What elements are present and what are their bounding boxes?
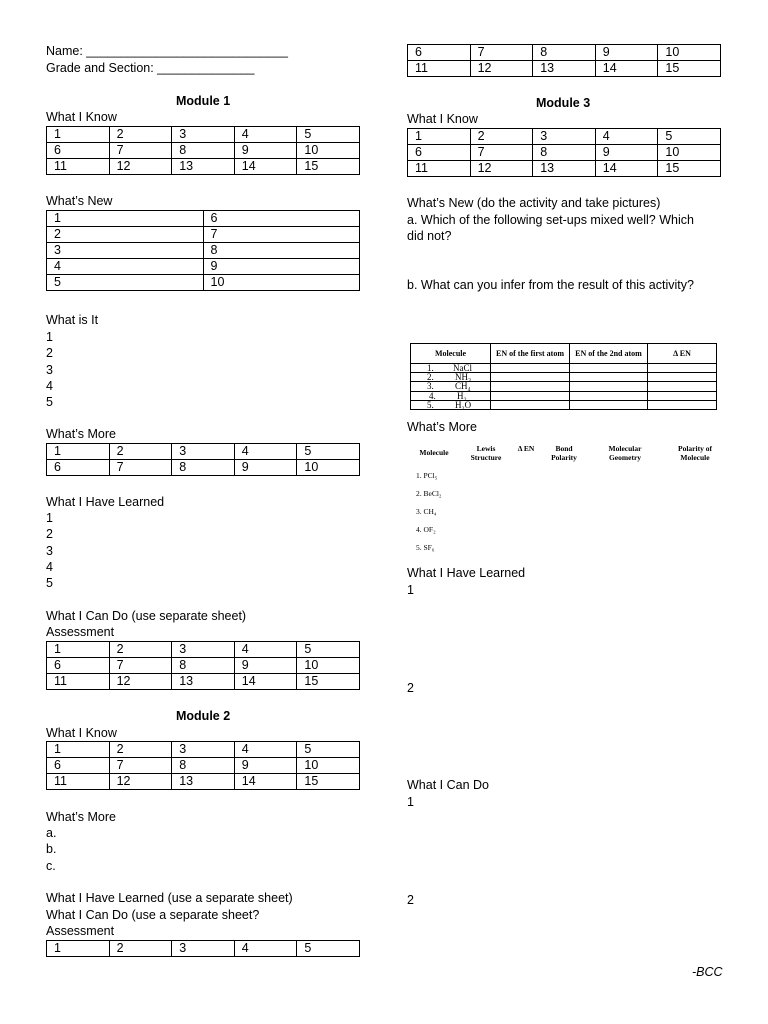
list-item: 1 (46, 330, 53, 344)
answer-cell: 15 (297, 674, 360, 690)
answer-cell (491, 400, 570, 409)
molecule-cell: 1. NaCl (411, 364, 491, 373)
answer-cell: 14 (595, 161, 658, 177)
answer-cell: 3 (47, 243, 204, 259)
answer-cell: 15 (297, 774, 360, 790)
answer-cell: 1 (47, 941, 110, 957)
module3-what-i-know-label: What I Know (407, 112, 478, 126)
answer-cell: 1 (408, 129, 471, 145)
list-item: 3 (46, 543, 53, 558)
polarity-table (410, 441, 722, 552)
answer-cell: 13 (172, 674, 235, 690)
module1-what-i-know-table (46, 126, 360, 175)
answer-cell (491, 382, 570, 391)
answer-cell: 2 (109, 642, 172, 658)
module3-whats-more-label: What’s More (407, 420, 477, 434)
answer-cell: 11 (47, 159, 110, 175)
answer-cell: 9 (234, 143, 297, 159)
answer-cell: 7 (109, 658, 172, 674)
molecule-cell: 4. H₂ (411, 391, 491, 400)
answer-cell: 8 (533, 145, 596, 161)
header-molecule: Molecule (419, 448, 449, 457)
answer-cell: 6 (47, 143, 110, 159)
answer-cell: 4 (595, 129, 658, 145)
answer-cell: 12 (470, 161, 533, 177)
polarity-row-molecule: 3. CH₄ (416, 507, 437, 516)
module1-assessment-table (46, 641, 360, 690)
answer-cell: 8 (172, 658, 235, 674)
header-en-second-atom: EN of the 2nd atom (570, 344, 648, 364)
answer-cell: 11 (408, 61, 471, 77)
answer-cell: 5 (297, 742, 360, 758)
module1-learned-list (46, 510, 53, 591)
module2-whats-more-label: What’s More (46, 810, 116, 824)
table-row (47, 227, 360, 243)
answer-cell: 6 (408, 145, 471, 161)
molecule-cell: 5. H₂O (411, 400, 491, 409)
answer-cell: 2 (109, 444, 172, 460)
grade-section-field-label: Grade and Section: ______________ (46, 61, 255, 75)
module3-title: Module 3 (536, 96, 591, 110)
module2-assessment-label: Assessment (46, 924, 115, 938)
answer-cell: 7 (109, 143, 172, 159)
answer-cell: 6 (203, 211, 360, 227)
question-a-line2: did not? (407, 229, 452, 243)
table-row (47, 941, 360, 957)
question-b: b. What can you infer from the result of this activity? (407, 278, 694, 292)
list-item: 2 (46, 346, 53, 361)
module1-whats-new-label: What’s New (46, 194, 113, 208)
answer-cell: 7 (109, 460, 172, 476)
answer-cell (570, 364, 648, 373)
table-row (47, 259, 360, 275)
answer-cell (491, 391, 570, 400)
header-en-first-atom: EN of the first atom (491, 344, 570, 364)
polarity-row-molecule: 2. BeCl₂ (416, 489, 442, 498)
table-row (408, 161, 721, 177)
list-item: 2 (407, 681, 414, 695)
answer-cell: 10 (297, 460, 360, 476)
answer-cell: 14 (234, 674, 297, 690)
answer-cell: 7 (470, 145, 533, 161)
answer-cell: 8 (203, 243, 360, 259)
list-item: 2 (407, 893, 414, 907)
answer-cell: 3 (172, 127, 235, 143)
answer-cell: 1 (47, 211, 204, 227)
module2-assessment-table (46, 940, 360, 957)
answer-cell: 10 (658, 145, 721, 161)
answer-cell: 5 (47, 275, 204, 291)
table-row (411, 391, 717, 400)
answer-cell: 1 (47, 742, 110, 758)
answer-cell: 13 (172, 774, 235, 790)
answer-cell: 9 (203, 259, 360, 275)
list-item: b. (46, 842, 57, 857)
answer-cell (491, 373, 570, 382)
answer-cell: 9 (234, 758, 297, 774)
answer-cell: 8 (172, 460, 235, 476)
table-row (47, 211, 360, 227)
answer-cell (570, 382, 648, 391)
answer-cell: 7 (109, 758, 172, 774)
name-field-label: Name: _____________________________ (46, 44, 288, 58)
header-polarity-of-molecule: Polarity of Molecule (678, 444, 712, 462)
question-a-line1: a. Which of the following set-ups mixed well? Which (407, 213, 694, 227)
answer-cell: 8 (172, 143, 235, 159)
answer-cell: 6 (408, 45, 471, 61)
molecule-cell: 2. NH₃ (411, 373, 491, 382)
answer-cell: 9 (595, 145, 658, 161)
answer-cell: 15 (658, 161, 721, 177)
answer-cell: 2 (109, 742, 172, 758)
answer-cell: 4 (234, 127, 297, 143)
module2-can-do-label: What I Can Do (use a separate sheet? (46, 908, 260, 922)
table-header-row (411, 344, 717, 364)
module2-assessment-continued-table (407, 44, 721, 77)
table-row (47, 143, 360, 159)
answer-cell: 9 (595, 45, 658, 61)
answer-cell: 4 (234, 642, 297, 658)
answer-cell: 3 (172, 941, 235, 957)
list-item: 1 (46, 511, 53, 525)
answer-cell: 5 (297, 444, 360, 460)
header-molecular-geometry: Molecular Geometry (608, 444, 642, 462)
table-row (47, 275, 360, 291)
answer-cell: 1 (47, 127, 110, 143)
header-molecule: Molecule (411, 344, 491, 364)
answer-cell: 13 (172, 159, 235, 175)
module1-what-i-know-label: What I Know (46, 110, 117, 124)
answer-cell: 3 (172, 444, 235, 460)
table-row (47, 742, 360, 758)
header-bond-polarity: Bond Polarity (551, 444, 577, 462)
answer-cell (491, 364, 570, 373)
answer-cell: 6 (47, 658, 110, 674)
molecule-cell: 3. CH₄ (411, 382, 491, 391)
answer-cell: 3 (172, 642, 235, 658)
list-item: 3 (46, 362, 53, 377)
answer-cell: 6 (47, 758, 110, 774)
answer-cell: 1 (47, 642, 110, 658)
answer-cell (648, 364, 717, 373)
module1-whats-more-table (46, 443, 360, 476)
answer-cell: 10 (658, 45, 721, 61)
module1-whats-new-table (46, 210, 360, 291)
module2-title: Module 2 (176, 709, 231, 723)
header-lewis-structure: Lewis Structure (470, 444, 502, 462)
list-item: 1 (407, 583, 414, 597)
answer-cell: 3 (172, 742, 235, 758)
list-item: c. (46, 858, 56, 873)
table-row (411, 400, 717, 409)
module1-what-is-it-list (46, 329, 53, 410)
answer-cell: 2 (109, 127, 172, 143)
answer-cell: 9 (234, 460, 297, 476)
answer-cell (570, 391, 648, 400)
table-row (47, 460, 360, 476)
answer-cell: 2 (47, 227, 204, 243)
answer-cell (570, 373, 648, 382)
answer-cell: 11 (408, 161, 471, 177)
list-item: 4 (46, 559, 53, 574)
table-row (408, 145, 721, 161)
list-item: 5 (46, 395, 53, 410)
module3-learned-label: What I Have Learned (407, 566, 526, 580)
module1-learned-label: What I Have Learned (46, 495, 165, 509)
answer-cell: 14 (595, 61, 658, 77)
module1-title: Module 1 (176, 94, 231, 108)
answer-cell: 14 (234, 159, 297, 175)
answer-cell: 3 (533, 129, 596, 145)
answer-cell (648, 400, 717, 409)
answer-cell: 11 (47, 774, 110, 790)
answer-cell: 15 (297, 159, 360, 175)
answer-cell (570, 400, 648, 409)
list-item: 4 (46, 378, 53, 393)
table-row (408, 129, 721, 145)
module1-assessment-label: Assessment (46, 625, 115, 639)
answer-cell: 1 (47, 444, 110, 460)
answer-cell: 4 (234, 742, 297, 758)
module1-whats-more-label: What’s More (46, 427, 116, 441)
answer-cell: 4 (234, 941, 297, 957)
module2-whats-more-list (46, 825, 56, 874)
answer-cell: 12 (109, 774, 172, 790)
answer-cell: 4 (234, 444, 297, 460)
module2-learned-label: What I Have Learned (use a separate sheet) (46, 891, 293, 905)
table-row (47, 159, 360, 175)
table-row (47, 774, 360, 790)
list-item: a. (46, 826, 57, 840)
answer-cell: 12 (109, 159, 172, 175)
answer-cell: 13 (533, 61, 596, 77)
answer-cell: 8 (172, 758, 235, 774)
answer-cell: 15 (658, 61, 721, 77)
answer-cell: 10 (297, 658, 360, 674)
table-row (47, 444, 360, 460)
table-row (47, 674, 360, 690)
polarity-row-molecule: 1. PCl₅ (416, 471, 438, 480)
answer-cell: 2 (470, 129, 533, 145)
answer-cell: 8 (533, 45, 596, 61)
module2-what-i-know-table (46, 741, 360, 790)
answer-cell: 5 (297, 941, 360, 957)
answer-cell: 11 (47, 674, 110, 690)
module3-can-do-label: What I Can Do (407, 778, 489, 792)
answer-cell: 5 (297, 127, 360, 143)
list-item: 2 (46, 527, 53, 542)
answer-cell: 5 (658, 129, 721, 145)
answer-cell: 10 (297, 758, 360, 774)
table-row (408, 61, 721, 77)
answer-cell: 10 (297, 143, 360, 159)
answer-cell: 13 (533, 161, 596, 177)
answer-cell: 7 (203, 227, 360, 243)
answer-cell: 9 (234, 658, 297, 674)
electronegativity-table (410, 343, 717, 410)
table-row (47, 758, 360, 774)
module1-what-is-it-label: What is It (46, 313, 99, 327)
answer-cell: 6 (47, 460, 110, 476)
table-row (47, 243, 360, 259)
list-item: 1 (407, 795, 414, 809)
table-row (411, 382, 717, 391)
table-row (47, 642, 360, 658)
table-row (47, 658, 360, 674)
table-row (47, 127, 360, 143)
header-delta-en: Δ EN (648, 344, 717, 364)
module3-what-i-know-table (407, 128, 721, 177)
answer-cell (648, 373, 717, 382)
answer-cell: 14 (234, 774, 297, 790)
answer-cell: 10 (203, 275, 360, 291)
polarity-row-molecule: 4. OF₂ (416, 525, 436, 534)
answer-cell: 7 (470, 45, 533, 61)
module1-can-do-label: What I Can Do (use separate sheet) (46, 609, 247, 623)
answer-cell: 4 (47, 259, 204, 275)
author-signature: -BCC (692, 965, 723, 979)
answer-cell: 5 (297, 642, 360, 658)
module2-what-i-know-label: What I Know (46, 726, 117, 740)
polarity-row-molecule: 5. SF₆ (416, 543, 435, 552)
answer-cell (648, 382, 717, 391)
table-row (408, 45, 721, 61)
answer-cell: 12 (470, 61, 533, 77)
header-delta-en: Δ EN (517, 444, 535, 453)
electronegativity-table-wrap (410, 343, 717, 410)
list-item: 5 (46, 576, 53, 591)
answer-cell: 2 (109, 941, 172, 957)
answer-cell: 12 (109, 674, 172, 690)
answer-cell (648, 391, 717, 400)
module3-whats-new-label: What’s New (do the activity and take pictures) (407, 196, 661, 210)
